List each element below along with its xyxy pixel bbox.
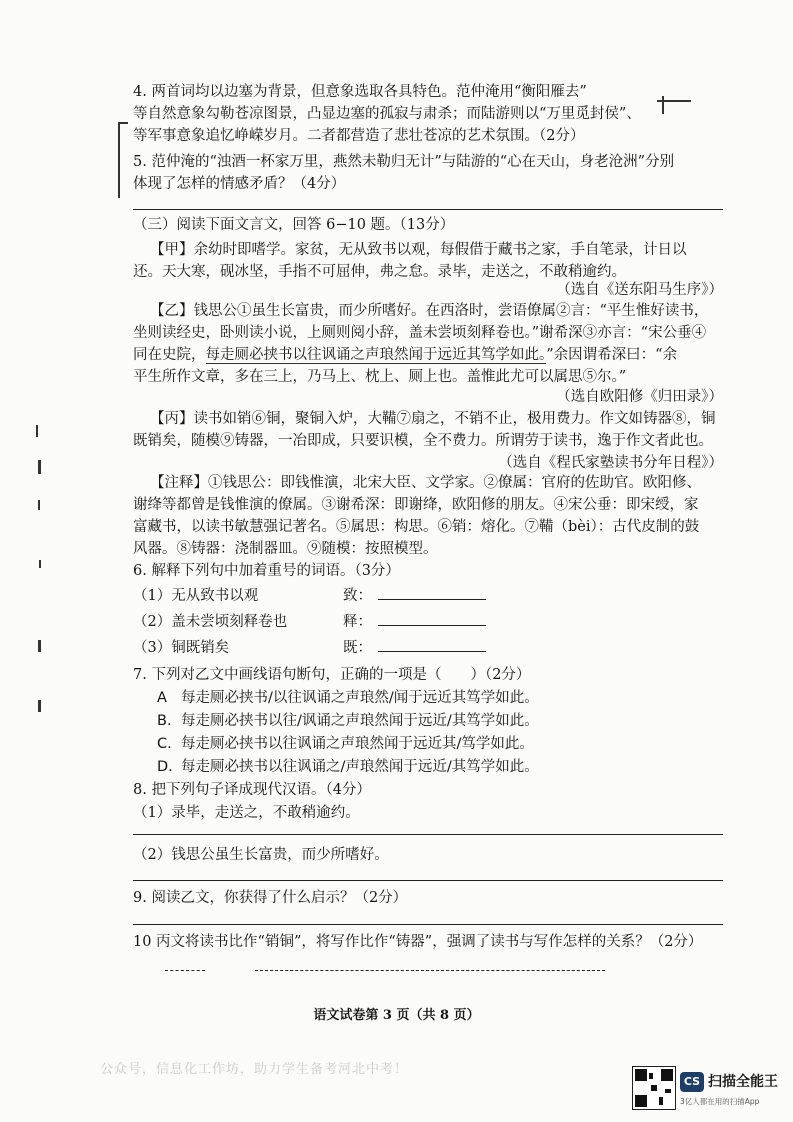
q6-phrase: （2）盖未尝顷刻释卷也 [133,614,288,630]
jia-line1: 【甲】余幼时即嗜学。家贫，无从致书以观，每假借于藏书之家，手自笔录，计日以 [150,242,687,258]
q10-answer-line[interactable] [165,970,205,971]
q9-title: 9. 阅读乙文，你获得了什么启示？（2分） [133,890,408,906]
underlined-sentence: 每走厕必挟书以往讽诵之声琅然闻于远近其笃学如此。 [205,347,547,363]
q6-item-1 [133,585,486,606]
q7-option-d[interactable] [157,757,539,777]
q5-answer-line[interactable] [133,209,723,210]
bing-line2: 既销矣，随模⑨铸器，一冶即成，只要识模，全不费力。所谓劳于读书，逸于作文者此也。 [133,433,713,449]
margin-bracket [118,122,128,124]
notes-line4: 风器。⑧铸器：浇制器皿。⑨随模：按照模型。 [133,541,438,557]
q8-answer-line-1[interactable] [133,834,723,835]
q10-title: 10 丙文将读书比作“销铜”，将写作比作“铸器”，强调了读书与写作怎样的关系？（2分） [133,934,703,950]
bing-source: （选自《程氏家塾读书分年日程》） [498,455,723,471]
yi-line1: 【乙】钱思公①虽生长富贵，而少所嗜好。在西洛时，尝语僚属②言：“平生惟好读书， [150,303,709,319]
yi-line3 [133,345,677,365]
yi-line4: 平生所作文章，多在三上，乃马上、枕上、厕上也。盖惟此尤可以属思⑤尔。” [133,369,627,385]
scan-speck [39,560,41,568]
option-text: 每走厕必挟书以往讽诵之声琅然闻于远近其/笃学如此。 [181,736,534,752]
q7-option-b[interactable] [157,711,539,731]
qr-code [632,1066,676,1110]
option-text: 每走厕必挟书以往讽诵之/声琅然闻于远近/其笃学如此。 [181,759,539,775]
scan-speck [38,500,40,510]
notes-line2: 谢绛等都曾是钱惟演的僚属。③谢希深：即谢绛，欧阳修的朋友。④宋公垂：即宋绶，家 [133,497,699,513]
q6-phrase: （1）无从致书以观 [133,588,259,604]
jia-source: （选自《送东阳马生序》） [556,282,723,298]
notes-line3: 富藏书，以读书敏慧强记著名。⑤属思：构思。⑥销：熔化。⑦鞴（bèi）：古代皮制的鼓 [133,519,700,535]
q7-title: 7. 下列对乙文中画线语句断句，正确的一项是（ ）（2分） [133,667,531,683]
q6-title: 6. 解释下列句中加着重号的词语。（3分） [133,563,400,579]
margin-bracket [118,122,120,198]
section3-header: （三）阅读下面文言文，回答 6−10 题。（13分） [133,217,455,233]
q6-word: 既： [343,640,372,656]
scan-speck [38,640,41,652]
scan-speck [38,700,41,712]
q6-answer-blank[interactable] [378,585,486,600]
page-footer: 语文试卷第 3 页（共 8 页） [313,1008,480,1023]
camscanner-subtitle: 3亿人都在用的扫描App [680,1097,760,1106]
q7-option-a[interactable] [157,688,539,708]
q6-answer-blank[interactable] [378,611,486,626]
q6-word: 释： [343,614,372,630]
yi-line2: 坐则读经史，卧则读小说，上厕则阅小辞，盖未尝顷刻释卷也。”谢希深③亦言：“宋公垂④ [133,325,707,341]
q8-title: 8. 把下列句子译成现代汉语。（4分） [133,782,371,798]
q7-option-c[interactable] [157,734,534,754]
camscanner-name: 扫描全能王 [708,1074,778,1090]
watermark-text: 公众号，信息化工作坊，助力学生备考河北中考！ [100,1062,409,1077]
q4-line2: 等自然意象勾勒苍凉图景，凸显边塞的孤寂与肃杀；而陆游则以“万里觅封侯”、 [133,106,641,122]
yi-source: （选自欧阳修《归田录》） [556,389,723,405]
q8-item1: （1）录毕，走送之，不敢稍逾约。 [133,805,360,821]
option-label: C. [157,736,172,752]
option-label: A [157,690,167,706]
q6-answer-blank[interactable] [378,637,486,652]
jia-line2: 还。天大寒，砚冰坚，手指不可屈伸，弗之怠。录毕，走送之，不敢稍逾约。 [133,264,626,280]
q4-line1: 4. 两首词均以边塞为背景，但意象选取各具特色。范仲淹用“衡阳雁去” [133,84,587,100]
q5-line2: 体现了怎样的情感矛盾？（4分） [133,176,346,192]
pen-mark [662,96,664,114]
q6-item-3 [133,637,486,658]
notes-line1: 【注释】①钱思公：即钱惟演，北宋大臣、文学家。②僚属：官府的佐助官。欧阳修、 [150,475,701,491]
yi-line3-post: ”余因谓希深曰：“余 [546,347,678,363]
q8-item2: （2）钱思公虽生长富贵，而少所嗜好。 [133,847,389,863]
option-text: 每走厕必挟书/以往讽诵之声琅然/闻于远近其笃学如此。 [181,690,539,706]
camscanner-logo: CS [680,1072,704,1092]
q4-line3: 等军事意象追忆峥嵘岁月。二者都营造了悲壮苍凉的艺术氛围。（2分） [133,128,585,144]
option-label: B. [157,713,172,729]
bing-line1: 【丙】读书如销⑥铜，聚铜入炉，大鞴⑦扇之，不销不止，极用费力。作文如铸器⑧，铜 [150,411,716,427]
option-text: 每走厕必挟书以往/讽诵之声琅然闻于远近/其笃学如此。 [181,713,539,729]
yi-line3-pre: 同在史院， [133,347,206,363]
q5-line1: 5. 范仲淹的“浊酒一杯家万里，燕然未勒归无计”与陆游的“心在天山，身老沧洲”分别 [133,154,675,170]
q6-phrase: （3）铜既销矣 [133,640,230,656]
q8-answer-line-2[interactable] [133,880,723,881]
scan-speck [38,460,41,474]
q6-item-2 [133,611,486,632]
q10-answer-line[interactable] [255,970,605,971]
scan-speck [36,425,38,437]
option-label: D. [157,759,173,775]
q6-word: 致： [343,588,372,604]
q9-answer-line[interactable] [133,924,723,925]
